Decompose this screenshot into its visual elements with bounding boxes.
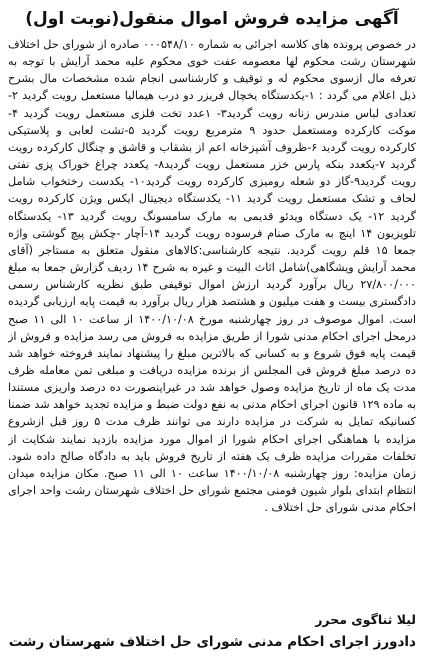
- notice-body: در خصوص پرونده های کلاسه اجرائی به شماره ۰۰۰۵۴۸/۱۰ صادره از شورای حل اختلاف شهرستان رشت محکوم لها معصومه عفت خوی محکوم علیه محمد آرایش با توجه به تعرفه مال ازسوی محکوم له و توقیف و کارشناسی انجام شده مشخصات مال بشرح ذیل اعلام می گردد : ۱-یکدستگاه یخچال فریزر دو درب هیمالیا مستعمل رویت گردید ۲- تعدادی لباس مندرس زنانه رویت گردید۳- ۱عدد تخت فلزی مستعمل رویت گردید ۴- موکت کارکرده ومستعمل حدود ۹ مترمربع رویت گردید ۵-تشت لعابی و پلاستیکی کارکرده رویت گردید ۶-ظروف آشپزخانه اعم از بشقاب و قاشق و چنگال کارکرده رویت گردید ۷-یکعدد بنکه پارس خزر مستعمل رویت گردید۸- یکعدد چراغ خوراک پزی نفتی رویت گردید۹-گاز دو شعله رومیزی کارکرده رویت گردید۱۰- یکدست رختخواب شامل لحاف و تشک مستعمل رویت گردید ۱۱- یکدستگاه دیجیتال ایکس ویژن کارکرده رویت گردید ۱۲- یک دستگاه ویدئو قدیمی به مارک سامسونگ رویت گردید ۱۳- یکدستگاه تلویزیون ۱۴ اینچ به مارک صنام فرسوده رویت گردید ۱۴-آچار -چکش پیچ گوشتی واژه جمعا ۱۵ قلم رویت گردید. نتیجه کارشناسی:کالاهای منقول متعلق به مستاجر (آقای محمد آرایش ویشگاهی)شامل اثاث البیت و غیره به شرح ۱۴ ردیف گزارش جمعا به مبلغ ۲۷/۸۰۰/۰۰۰ ریال برآورد گردید ارزش اموال توقیفی طبق نظریه کارشناس رسمی دادگستری بیست و هفت میلیون و هشتصد هزار ریال برآورد به قیمت پایه ارزیابی گردیده است. اموال موصوف در روز چهارشنبه مورخ ۱۴۰۰/۱۰/۰۸ از ساعت ۱۰ الی ۱۱ صبح درمحل اجرای احکام مدنی شورا از طریق مزایده به فروش می رسد مزایده و فروش از قیمت پایه فوق شروع و به کسانی که بالاترین مبلغ را پیشنهاد نمایند فروخته خواهد شد ده درصد مبلغ فروش فی المجلس از برنده مزایده دریافت و مبلغی تمن معامله ظرف مدت یک ماه از تاریخ مزایده وصول خواهد شد در غیراینصورت ده درصد واریزی مستندا به ماده ۱۲۹ قانون اجرای احکام مدنی به نفع دولت ضبط و مزایده تجدید خواهد شد ضمنا کسانیکه تمایل به شرکت در مزایده دارند می توانند ظرف مدت ۵ روز قبل ازشروع مزایده با هماهنگی اجرای احکام شورا از اموال مورد مزایده بازدید نمایند شکایت از تخلفات مقررات مزایده ظرف یک هفته از تاریخ فروش باید به دادگاه صالح داده شود. زمان مزایده: روز چهارشنبه ۱۴۰۰/۱۰/۰۸ ساعت ۱۰ الی ۱۱ صبح. مکان مزایده میدان انتظام ابتدای بلوار شیون فومنی مجتمع شورای حل اختلاف شهرستان رشت واحد اجرای احکام مدنی شورای حل اختلاف .: [8, 38, 416, 515]
- notice-title: آگهی مزایده فروش اموال منقول(نوبت اول): [25, 9, 399, 29]
- signature-office: دادورز اجرای احکام مدنی شورای حل اختلاف شهرستان رشت: [8, 634, 416, 650]
- signature-name: لیلا ثناگوی محرر: [315, 612, 416, 627]
- signature-block: [8, 609, 416, 653]
